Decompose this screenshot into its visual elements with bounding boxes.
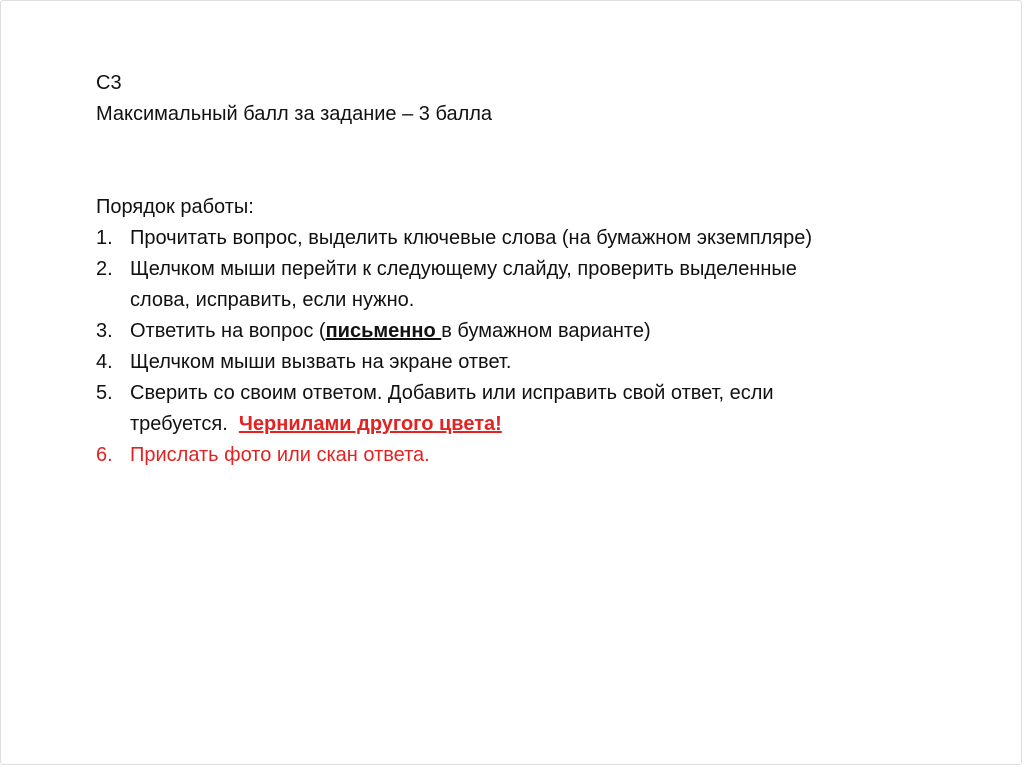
procedure-title: Порядок работы: xyxy=(96,196,254,218)
task-code: С3 xyxy=(96,72,122,94)
item-text-post: в бумажном варианте) xyxy=(441,320,651,342)
item-text: Прислать фото или скан ответа. xyxy=(130,444,430,466)
item-text-pre: Ответить на вопрос ( xyxy=(130,320,326,342)
item-text xyxy=(130,320,651,342)
item-number: 1. xyxy=(96,227,113,249)
spacer xyxy=(96,130,976,192)
list-item xyxy=(96,316,976,347)
item-text-pre: требуется. xyxy=(130,413,239,435)
item-text: Щелчком мыши вызвать на экране ответ. xyxy=(130,351,512,373)
item-text: Прочитать вопрос, выделить ключевые слова (на бумажном экземпляре) xyxy=(130,227,813,249)
list-item xyxy=(96,440,976,471)
list-item xyxy=(96,223,976,254)
item-number: 6. xyxy=(96,444,113,466)
item-number: 5. xyxy=(96,382,113,404)
item-number: 4. xyxy=(96,351,113,373)
list-item xyxy=(96,378,976,440)
item-number: 2. xyxy=(96,258,113,280)
item-text-line1: Щелчком мыши перейти к следующему слайду, проверить выделенные xyxy=(130,258,797,280)
max-score: Максимальный балл за задание – 3 балла xyxy=(96,103,493,125)
list-item xyxy=(96,254,976,316)
item-text-line2 xyxy=(130,409,976,440)
emphasis-other-ink: Чернилами другого цвета! xyxy=(238,413,502,435)
procedure-list xyxy=(96,223,976,471)
item-text-line2: слова, исправить, если нужно. xyxy=(130,289,415,311)
emphasis-written: письменно xyxy=(325,320,442,342)
item-text-line1: Сверить со своим ответом. Добавить или исправить свой ответ, если xyxy=(130,382,774,404)
item-number: 3. xyxy=(96,320,113,342)
list-item xyxy=(96,347,976,378)
slide-content xyxy=(96,68,976,471)
